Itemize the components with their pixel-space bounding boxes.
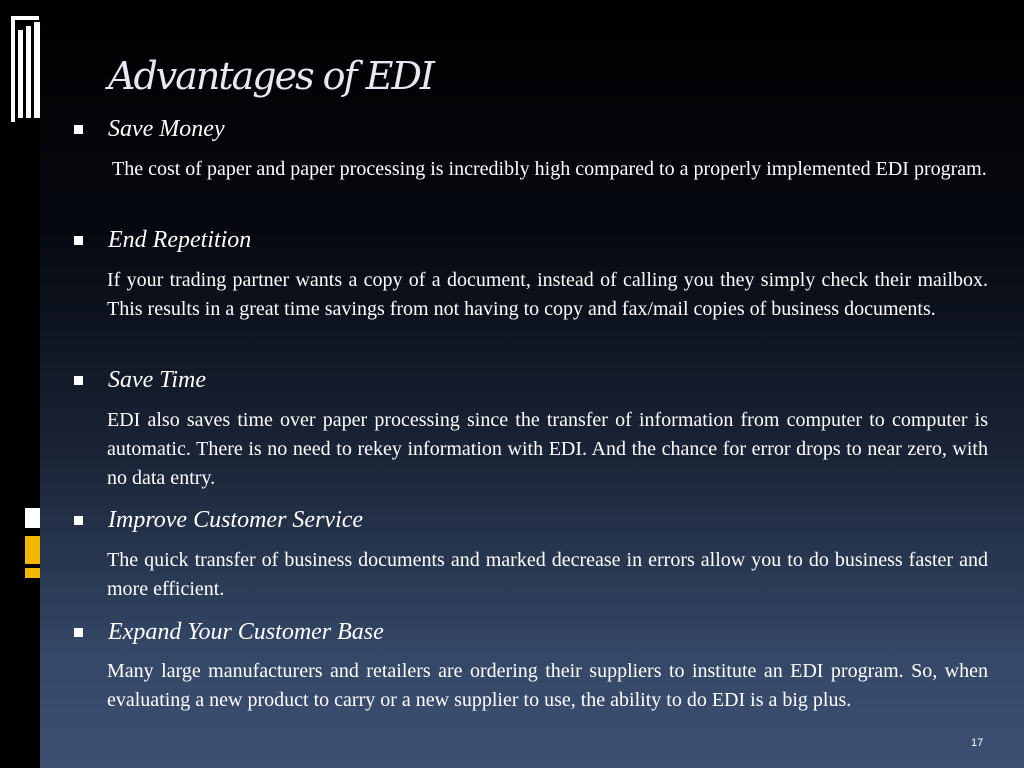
- section-title: Expand Your Customer Base: [108, 619, 384, 645]
- square-bullet-icon: [74, 125, 83, 134]
- section-title: End Repetition: [108, 227, 252, 253]
- accent-bar-yellow-small: [25, 568, 40, 578]
- square-bullet-icon: [74, 628, 83, 637]
- square-bullet-icon: [74, 376, 83, 385]
- sidebar-decoration: [0, 0, 40, 768]
- square-bullet-icon: [74, 236, 83, 245]
- accent-bar-white: [25, 508, 40, 528]
- section-body-improve-customer-service: The quick transfer of business documents and marked decrease in errors allow you to do business faster and more efficient.: [107, 549, 988, 600]
- section-title: Save Money: [108, 116, 225, 142]
- page-number: 17: [971, 737, 984, 749]
- accent-bar-yellow: [25, 536, 40, 564]
- window-panel-icon: [0, 0, 40, 125]
- section-title: Improve Customer Service: [108, 507, 364, 533]
- section-body-save-money: The cost of paper and paper processing is incredibly high compared to a properly implemented EDI program.: [112, 158, 987, 180]
- section-body-save-time: EDI also saves time over paper processing since the transfer of information from computer to computer is automatic. There is no need to rekey information with EDI. And the chance for error drops to near zero, with no data entry.: [107, 409, 988, 489]
- section-body-expand-customer-base: Many large manufacturers and retailers are ordering their suppliers to institute an EDI program. So, when evaluating a new product to carry or a new supplier to use, the ability to do EDI is a big plus.: [107, 660, 988, 711]
- square-bullet-icon: [74, 516, 83, 525]
- section-title: Save Time: [108, 367, 206, 393]
- slide: [40, 0, 1024, 768]
- section-body-end-repetition: If your trading partner wants a copy of a document, instead of calling you they simply check their mailbox. This results in a great time savings from not having to copy and fax/mail copies of business documents.: [107, 269, 988, 320]
- slide-title: Advantages of EDI: [108, 54, 433, 98]
